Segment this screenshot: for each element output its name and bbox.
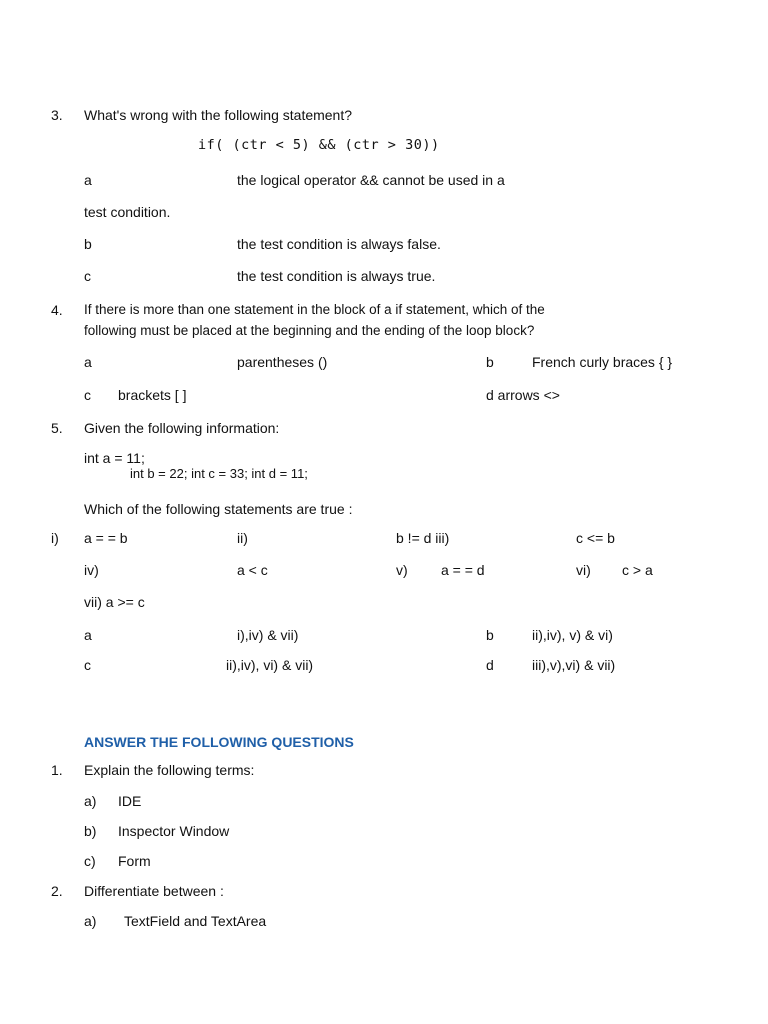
option-label-c: c [84, 657, 91, 673]
option-label-a: a [84, 627, 92, 643]
statement-label-vi: vi) [576, 562, 591, 578]
sub-item-label-a: a) [84, 793, 97, 809]
option-label-a: a [84, 172, 92, 188]
statement-label-v: v) [396, 562, 408, 578]
sub-item-label-a: a) [84, 913, 97, 929]
option-label-a: a [84, 354, 92, 370]
option-text-a-continued: test condition. [84, 204, 171, 220]
sub-item-text-a: TextField and TextArea [124, 913, 267, 929]
option-text-d: d arrows <> [486, 387, 560, 403]
statement-text-v: a = = d [441, 562, 485, 578]
question-text: What's wrong with the following statement? [84, 107, 353, 123]
sub-item-text-b: Inspector Window [118, 823, 230, 839]
statements-prompt: Which of the following statements are true : [84, 501, 353, 517]
question-number: 5. [51, 420, 63, 436]
option-text-b: the test condition is always false. [237, 236, 441, 252]
option-label-c: c [84, 387, 91, 403]
statement-text-ii: b != d iii) [396, 530, 450, 546]
option-text-d: iii),v),vi) & vii) [532, 657, 616, 673]
option-label-b: b [486, 354, 494, 370]
question-number: 1. [51, 762, 63, 778]
sub-item-label-b: b) [84, 823, 97, 839]
option-text-c: ii),iv), vi) & vii) [226, 657, 314, 673]
question-text-line-1: If there is more than one statement in the block of a if statement, which of the [84, 302, 545, 317]
option-text-b: ii),iv), v) & vi) [532, 627, 613, 643]
statement-vii: vii) a >= c [84, 594, 145, 610]
option-label-d: d [486, 657, 494, 673]
question-text: Differentiate between : [84, 883, 224, 899]
info-line-1: int a = 11; [84, 450, 145, 466]
option-text-c: brackets [ ] [118, 387, 187, 403]
question-text-line-2: following must be placed at the beginning and the ending of the loop block? [84, 323, 535, 338]
option-text-b: French curly braces { } [532, 354, 673, 370]
code-snippet: if( (ctr < 5) && (ctr > 30)) [198, 137, 440, 153]
sub-item-text-c: Form [118, 853, 151, 869]
statement-text-vi: c > a [622, 562, 653, 578]
question-number: 3. [51, 107, 63, 123]
sub-item-text-a: IDE [118, 793, 142, 809]
option-label-c: c [84, 268, 91, 284]
option-label-b: b [486, 627, 494, 643]
option-text-a: i),iv) & vii) [237, 627, 299, 643]
question-number: 4. [51, 302, 63, 318]
option-label-b: b [84, 236, 92, 252]
question-number: 2. [51, 883, 63, 899]
section-heading: ANSWER THE FOLLOWING QUESTIONS [84, 734, 354, 750]
statement-label-i: i) [51, 530, 59, 546]
info-line-2: int b = 22; int c = 33; int d = 11; [130, 466, 308, 481]
statement-label-iv: iv) [84, 562, 99, 578]
option-text-a: the logical operator && cannot be used in a [237, 172, 505, 188]
statement-text-i: a = = b [84, 530, 128, 546]
question-text: Given the following information: [84, 420, 280, 436]
sub-item-label-c: c) [84, 853, 96, 869]
statement-text-iv: a < c [237, 562, 268, 578]
option-text-a: parentheses () [237, 354, 328, 370]
statement-text-iii: c <= b [576, 530, 615, 546]
option-text-c: the test condition is always true. [237, 268, 436, 284]
statement-label-ii: ii) [237, 530, 248, 546]
question-text: Explain the following terms: [84, 762, 255, 778]
